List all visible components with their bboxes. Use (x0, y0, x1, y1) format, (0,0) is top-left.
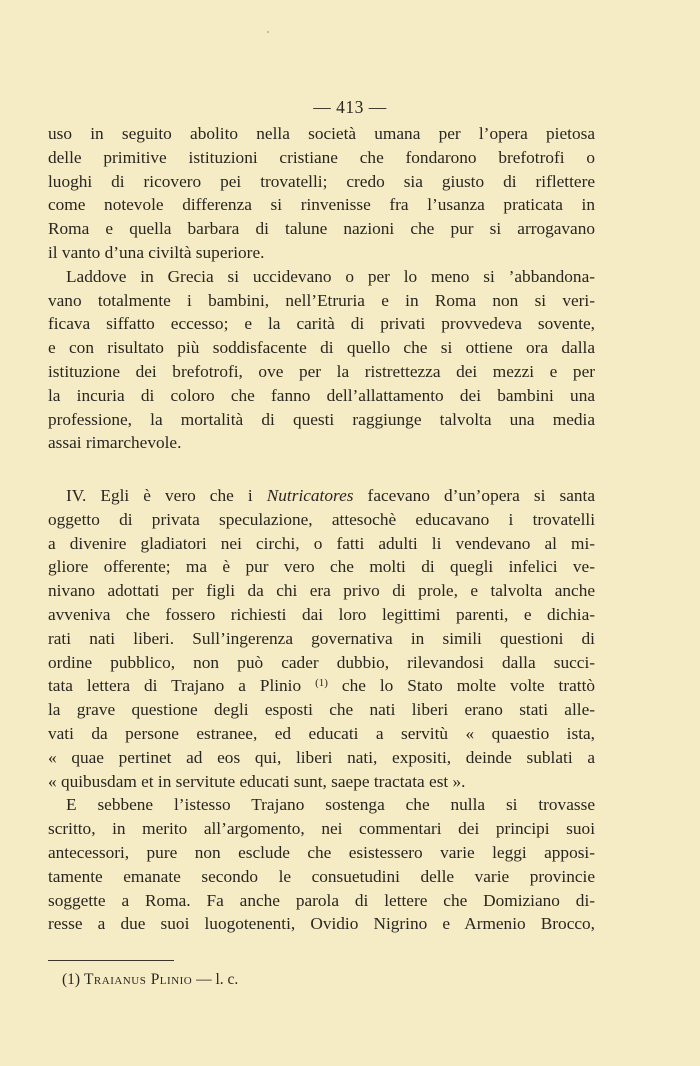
text-line: a divenire gladiatori nei circhi, o fatti adulti li vendevano al mi- (48, 533, 595, 553)
paragraph (48, 793, 595, 936)
text-line: uso in seguito abolito nella società umana per l’opera pietosa (48, 124, 595, 143)
text-line: tamente emanate secondo le consuetudini delle varie provincie (48, 866, 595, 886)
text-line (48, 484, 595, 508)
text-line: istituzione dei brefotrofi, ove per la ristrettezza dei mezzi e per (48, 361, 595, 381)
text-line: vano totalmente i bambini, nell’Etruria e in Roma non si veri- (48, 290, 595, 310)
page-number: — 413 — (313, 97, 387, 117)
text-line: soggette a Roma. Fa anche parola di lettere che Domiziano di- (48, 890, 595, 910)
ref-line-start: tata lettera di Trajano a Plinio (48, 676, 302, 696)
text-line: il vanto d’una civiltà superiore. (48, 242, 265, 262)
footnote-author: Traianus Plinio (83, 971, 193, 988)
italic-term: Nutricatores (266, 486, 354, 505)
section-iv-intro: IV. Egli è vero che i (66, 486, 267, 505)
text-line: vati da persone estranee, ed educati a servitù « quaestio ista, (48, 723, 595, 743)
footnote-divider (48, 960, 174, 961)
text-line: ficava siffatto eccesso; e la carità di privati provvedeva sovente, (48, 314, 595, 334)
text-line: Roma e quella barbara di talune nazioni che pur si arrogavano (48, 219, 595, 239)
footnote-marker: (1) (62, 971, 81, 988)
text-line: professione, la mortalità di questi raggiunge talvolta una media (48, 409, 595, 429)
text-line: la grave questione degli esposti che nati liberi erano stati alle- (48, 700, 595, 720)
text-line: resse a due suoi luogotenenti, Ovidio Nigrino e Armenio Brocco, (48, 914, 595, 934)
text-line: rati nati liberi. Sull’ingerenza governativa in simili questioni di (48, 628, 595, 648)
text-line: nivano adottati per figli da chi era privo di prole, e talvolta anche (48, 581, 595, 601)
text-line: Laddove in Grecia si uccidevano o per lo meno si ’abbandona- (66, 266, 595, 286)
footnote-ref: l. c. (215, 971, 239, 988)
ref-line-end: che lo Stato molte volte trattò (327, 676, 596, 696)
text-line: oggetto di privata speculazione, attesochè educavano i trovatelli (48, 509, 595, 529)
text-line: « quibusdam et in servitute educati sunt, saepe tractata est ». (48, 771, 466, 791)
footnote (62, 971, 238, 989)
text-line: e con risultato più soddisfacente di quello che si ottiene ora dalla (48, 338, 595, 358)
text-line: delle primitive istituzioni cristiane che fondarono brefotrofi o (48, 147, 595, 167)
text-line: E sebbene l’istesso Trajano sostenga che nulla si trovasse (66, 795, 595, 815)
text-line: luoghi di ricovero pei trovatelli; credo sia giusto di riflettere (48, 171, 595, 191)
footnote-reference[interactable]: (1) (315, 677, 328, 690)
paragraph (48, 265, 595, 455)
text-line: gliore offerente; ma è pur vero che molti di quegli infelici ve- (48, 557, 595, 577)
text-line: la incuria di coloro che fanno dell’allattamento dei bambini una (48, 385, 595, 405)
text-line: ordine pubblico, non può cader dubbio, rilevandosi dalla succi- (48, 652, 595, 672)
text-line: « quae pertinet ad eos qui, liberi nati, expositi, deinde sublati a (48, 747, 595, 767)
footnote-dash: — (196, 971, 212, 988)
paragraph (48, 122, 595, 265)
text-line: assai rimarchevole. (48, 433, 182, 453)
text-line (48, 674, 595, 698)
text-line: avveniva che fossero richiesti dai loro legittimi parenti, e dichia- (48, 604, 595, 624)
paragraph (48, 484, 595, 793)
section-iv-intro-rest: facevano d’un’opera si santa (353, 486, 595, 505)
text-block-section-iv (48, 484, 595, 936)
text-line: come notevole differenza si rinvenisse fra l’usanza praticata in (48, 195, 595, 215)
text-line: antecessori, pure non esclude che esistessero varie leggi apposi- (48, 842, 595, 862)
paper-speck (267, 31, 269, 33)
text-line: scritto, in merito all’argomento, nei commentari dei principi suoi (48, 819, 595, 839)
text-block-top (48, 122, 595, 455)
